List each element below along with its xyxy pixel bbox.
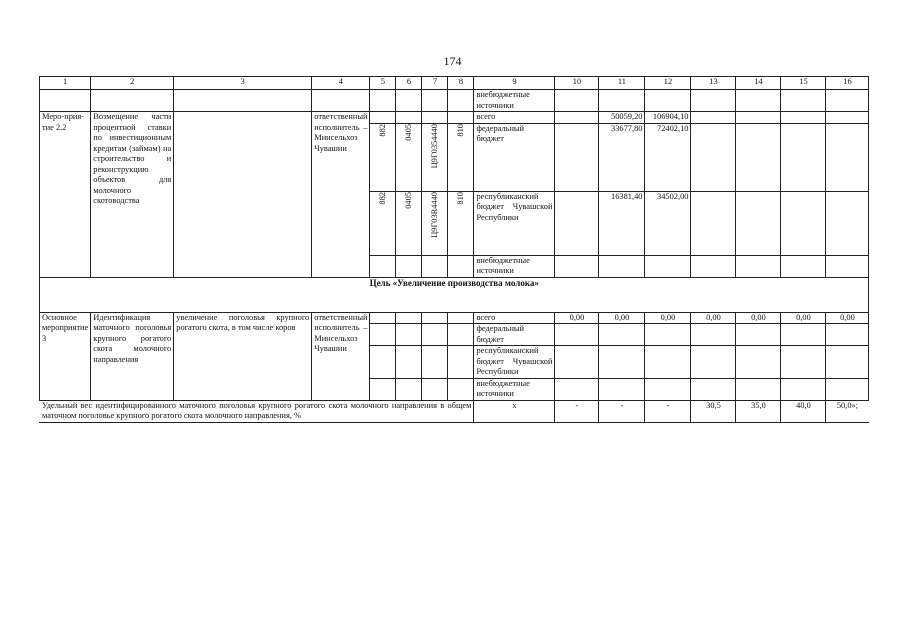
program-table	[39, 76, 869, 423]
funding-source: республиканский бюджет Чувашской Республики	[474, 346, 555, 379]
header-cell: 4	[312, 77, 370, 90]
funding-source: федеральный бюджет	[474, 324, 555, 346]
code-cell: Ц9Г03R4440	[429, 191, 439, 238]
table-row	[40, 90, 869, 112]
indicator-value: 50,0»;	[826, 400, 869, 422]
activity-number: Основное мероприятие 3	[40, 312, 91, 400]
header-cell: 10	[555, 77, 599, 90]
code-cell: Ц9Г0354440	[429, 123, 439, 168]
code-cell: 882	[377, 123, 387, 137]
header-cell: 9	[474, 77, 555, 90]
table-row	[40, 312, 869, 324]
header-cell: 1	[40, 77, 91, 90]
value-cell: 34502,00	[645, 191, 691, 255]
value-cell: 0,00	[781, 312, 826, 324]
header-cell: 16	[826, 77, 869, 90]
header-cell: 11	[599, 77, 645, 90]
value-cell: 0,00	[826, 312, 869, 324]
header-cell: 6	[396, 77, 422, 90]
header-cell: 12	[645, 77, 691, 90]
page-number: 174	[443, 54, 462, 68]
code-cell: 882	[377, 191, 387, 205]
indicator-value: -	[645, 400, 691, 422]
activity-name: Идентификация маточного поголовья крупного рогатого скота молочного направления	[91, 312, 174, 400]
value-cell: 33677,80	[599, 123, 645, 191]
header-cell: 2	[91, 77, 174, 90]
indicator-value: 40,0	[781, 400, 826, 422]
value-cell: 106904,10	[645, 112, 691, 124]
header-cell: 13	[691, 77, 736, 90]
header-cell: 14	[736, 77, 781, 90]
funding-source: внебюджетные источники	[474, 255, 555, 277]
executor: ответственный исполнитель – Минсельхоз Чувашии	[312, 312, 370, 400]
header-cell: 15	[781, 77, 826, 90]
value-cell: 0,00	[555, 312, 599, 324]
indicator-value: -	[599, 400, 645, 422]
header-cell: 3	[174, 77, 312, 90]
funding-source: федеральный бюджет	[474, 123, 555, 191]
table-row	[40, 112, 869, 124]
indicator-value: 30,5	[691, 400, 736, 422]
funding-source: внебюджетные источники	[474, 378, 555, 400]
value-cell: 0,00	[691, 312, 736, 324]
value-cell: 16381,40	[599, 191, 645, 255]
funding-source: всего	[474, 312, 555, 324]
indicator-value: -	[555, 400, 599, 422]
funding-source: всего	[474, 112, 555, 124]
funding-source: республиканский бюджет Чувашской Республики	[474, 191, 555, 255]
code-cell: 0405	[403, 191, 413, 209]
code-cell: 810	[455, 191, 465, 205]
indicator-value: 35,0	[736, 400, 781, 422]
value-cell: 0,00	[599, 312, 645, 324]
funding-source: внебюджетные источники	[474, 90, 555, 112]
indicator-text: Удельный вес идентифицированного маточного поголовья крупного рогатого скота молочного направления в общем маточном поголовье крупного рогатого скота молочного направления, %	[40, 400, 474, 422]
goal-title: Цель «Увеличение производства молока»	[40, 277, 869, 312]
header-row	[40, 77, 869, 90]
goal-row	[40, 277, 869, 312]
value-cell: 0,00	[736, 312, 781, 324]
activity-number: Меро-прия-тие 2.2	[40, 112, 91, 278]
executor: ответственный исполнитель – Минсельхоз Чувашии	[312, 112, 370, 278]
header-cell: 8	[448, 77, 474, 90]
value-cell: 72402,10	[645, 123, 691, 191]
code-cell: 0405	[403, 123, 413, 141]
value-cell: 50059,20	[599, 112, 645, 124]
indicator-row	[40, 400, 869, 422]
header-cell: 5	[370, 77, 396, 90]
header-cell: 7	[422, 77, 448, 90]
value-cell: 0,00	[645, 312, 691, 324]
code-cell: 810	[455, 123, 465, 137]
activity-name: Возмещение части процентной ставки по инвестиционным кредитам (займам) на строительство и реконструкцию объектов для молочного скотоводства	[91, 112, 174, 278]
expected-result: увеличение поголовья крупного рогатого скота, в том числе коров	[174, 312, 312, 400]
indicator-unit: х	[474, 400, 555, 422]
